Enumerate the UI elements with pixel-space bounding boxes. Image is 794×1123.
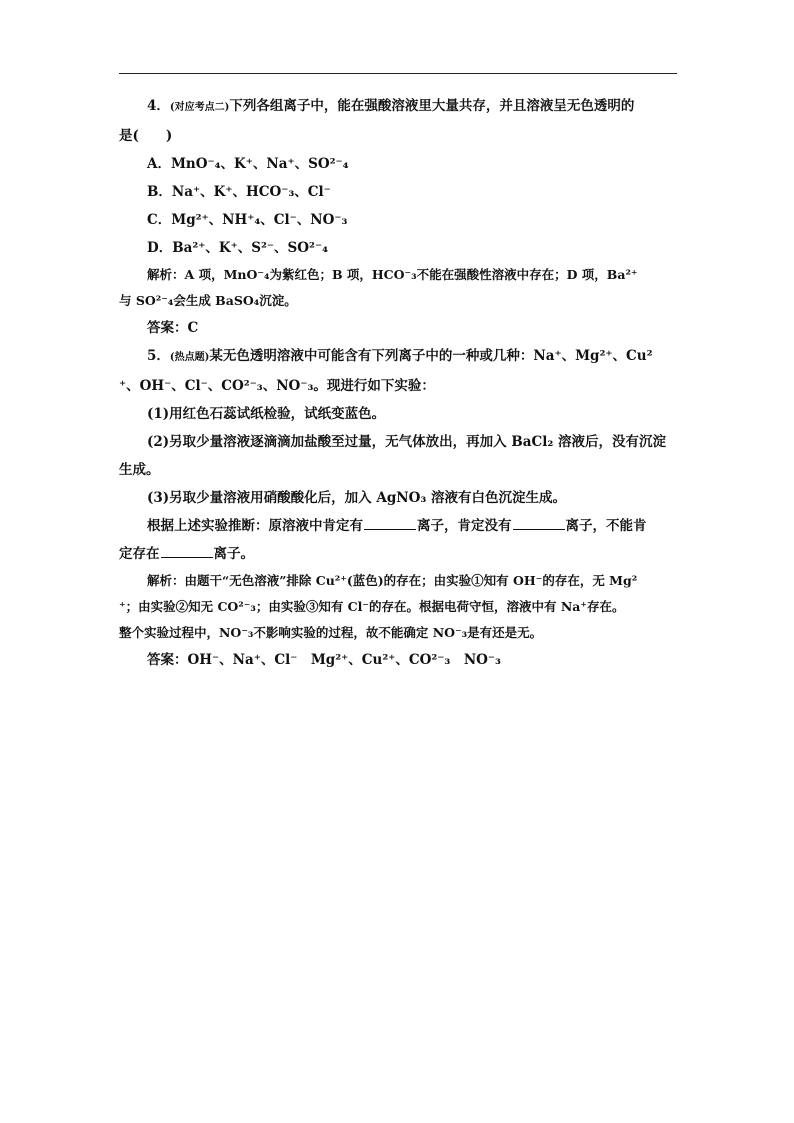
question-4-answer-value: C xyxy=(187,320,199,336)
question-5-experiment-1: (1)用红色石蕊试纸检验，试纸变蓝色。 xyxy=(147,406,386,422)
header-rule xyxy=(119,73,677,74)
question-5-stem-line2: ⁺、OH⁻、Cl⁻、CO²⁻₃、NO⁻₃。现进行如下实验： xyxy=(119,378,435,394)
inference-text-e: 离子。 xyxy=(213,546,254,562)
question-5-stem-line1: 某无色透明溶液中可能含有下列离子中的一种或几种：Na⁺、Mg²⁺、Cu² xyxy=(209,348,653,364)
inference-text-c: 离子，不能肯 xyxy=(565,518,647,534)
question-4-option-b: B．Na⁺、K⁺、HCO⁻₃、Cl⁻ xyxy=(147,184,331,200)
analysis-label: 解析： xyxy=(147,267,185,282)
question-5-stem xyxy=(119,342,679,372)
question-4-analysis xyxy=(119,262,679,288)
question-4-answer xyxy=(119,314,679,342)
answer-label: 答案： xyxy=(147,652,188,668)
question-5-analysis-line3: 整个实验过程中，NO⁻₃不影响实验的过程，故不能确定 NO⁻₃是有还是无。 xyxy=(119,625,543,640)
question-4-stem-line2: 是( ) xyxy=(119,128,173,144)
question-5-answer xyxy=(119,646,679,674)
question-5-analysis-line2: ⁺；由实验②知无 CO²⁻₃；由实验③知有 Cl⁻的存在。根据电荷守恒，溶液中有 Na⁺存在。 xyxy=(119,599,625,614)
answer-label: 答案： xyxy=(147,320,188,336)
question-5-experiment-3: (3)另取少量溶液用硝酸酸化后，加入 AgNO₃ 溶液有白色沉淀生成。 xyxy=(147,490,566,506)
question-5-inference-cont xyxy=(119,540,679,568)
question-5-analysis xyxy=(119,568,679,594)
inference-text-a: 根据上述实验推断：原溶液中肯定有 xyxy=(147,518,363,534)
question-4-option-c: C．Mg²⁺、NH⁺₄、Cl⁻、NO⁻₃ xyxy=(147,212,348,228)
answer-blank-1[interactable] xyxy=(364,515,416,530)
question-5-experiment-2-cont: 生成。 xyxy=(119,462,160,478)
question-5-analysis-line1: 由题干“无色溶液”排除 Cu²⁺(蓝色)的存在；由实验①知有 OH⁻的存在，无 Mg² xyxy=(184,573,638,588)
question-4-number: 4． xyxy=(147,98,170,114)
question-5-answer-value: OH⁻、Na⁺、Cl⁻ Mg²⁺、Cu²⁺、CO²⁻₃ NO⁻₃ xyxy=(187,652,501,668)
question-4-analysis-line2: 与 SO²⁻₄会生成 BaSO₄沉淀。 xyxy=(119,293,297,308)
answer-blank-2[interactable] xyxy=(513,515,565,530)
question-4-stem-line1: 下列各组离子中，能在强酸溶液里大量共存，并且溶液呈无色透明的 xyxy=(229,98,635,114)
question-5-number: 5． xyxy=(147,348,170,364)
question-5-experiment-2: (2)另取少量溶液逐滴滴加盐酸至过量，无气体放出，再加入 BaCl₂ 溶液后，没有沉淀 xyxy=(147,434,667,450)
inference-text-d: 定存在 xyxy=(119,546,160,562)
question-4-analysis-line1: A 项，MnO⁻₄为紫红色；B 项，HCO⁻₃不能在强酸性溶液中存在；D 项，Ba²⁺ xyxy=(184,267,638,282)
question-4-option-a: A．MnO⁻₄、K⁺、Na⁺、SO²⁻₄ xyxy=(147,156,349,172)
question-5-inference xyxy=(119,512,679,540)
question-4-option-d: D．Ba²⁺、K⁺、S²⁻、SO²⁻₄ xyxy=(147,240,329,256)
inference-text-b: 离子，肯定没有 xyxy=(417,518,512,534)
question-5-tag: (热点题) xyxy=(169,352,210,363)
answer-blank-3[interactable] xyxy=(161,543,213,558)
document-body xyxy=(119,92,679,674)
question-4-stem xyxy=(119,92,679,122)
analysis-label: 解析： xyxy=(147,573,185,588)
question-4-tag: (对应考点二) xyxy=(169,102,230,113)
